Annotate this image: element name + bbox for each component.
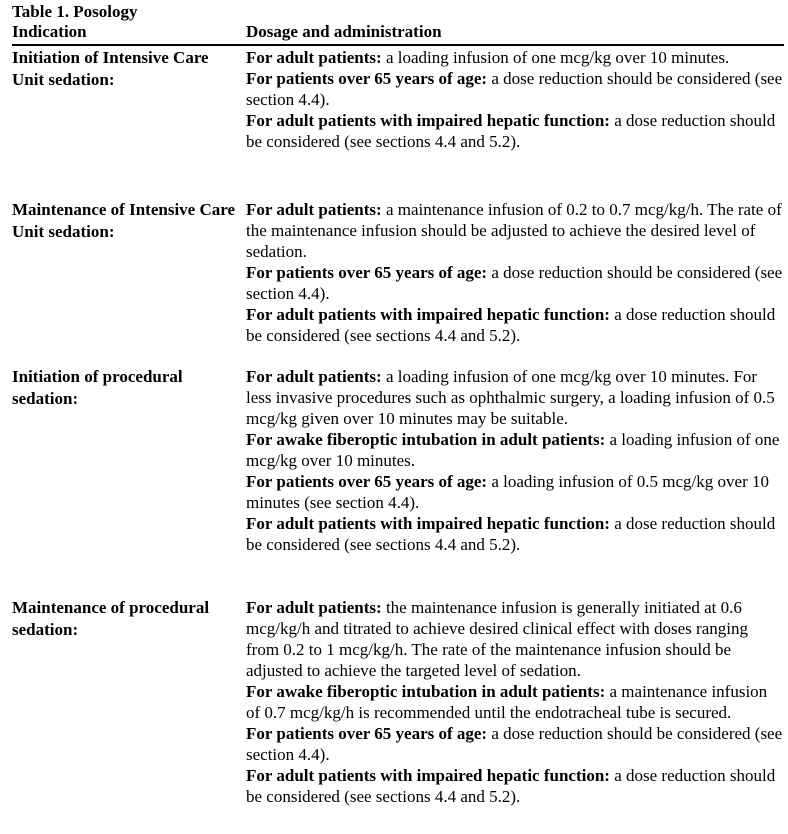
dosage-item-label: For adult patients: <box>246 598 382 617</box>
dosage-item-label: For adult patients with impaired hepatic function: <box>246 305 610 324</box>
dosage-item-text: a dose reduction should be considered (see section 4.4). <box>246 263 783 303</box>
dosage-item-text: a loading infusion of 0.5 mcg/kg over 10 minutes (see section 4.4). <box>246 472 769 512</box>
dosage-item-text: a dose reduction should be considered (see sections 4.4 and 5.2). <box>246 111 776 151</box>
header-rule <box>12 44 784 46</box>
dosage-item <box>246 366 784 429</box>
dosage-item <box>246 47 784 68</box>
dosage-item-text: a dose reduction should be considered (see section 4.4). <box>246 69 783 109</box>
dosage-item-label: For awake fiberoptic intubation in adult patients: <box>246 430 606 449</box>
header-indication: Indication <box>12 22 87 41</box>
dosage-item-text: a loading infusion of one mcg/kg over 10 minutes. For less invasive procedures such as ophthalmic surgery, a loading infusion of 0.5 mcg/kg given over 10 minutes may be suitable. <box>246 367 775 428</box>
indication-cell: Initiation of procedural sedation: <box>12 367 183 408</box>
dosage-item <box>246 262 784 304</box>
dosage-item-text: a dose reduction should be considered (see section 4.4). <box>246 724 783 764</box>
dosage-item-label: For patients over 65 years of age: <box>246 263 488 282</box>
dosage-item <box>246 597 784 681</box>
dosage-item-label: For patients over 65 years of age: <box>246 69 488 88</box>
dosage-item-label: For adult patients: <box>246 48 382 67</box>
dosage-item <box>246 110 784 152</box>
dosage-item-label: For patients over 65 years of age: <box>246 472 488 491</box>
dosage-item-text: a maintenance infusion of 0.7 mcg/kg/h is recommended until the endotracheal tube is secured. <box>246 682 768 722</box>
dosage-cell <box>246 366 784 555</box>
dosage-item-label: For awake fiberoptic intubation in adult patients: <box>246 682 606 701</box>
dosage-item <box>246 429 784 471</box>
header-dosage: Dosage and administration <box>246 22 442 41</box>
dosage-item <box>246 199 784 262</box>
dosage-item <box>246 304 784 346</box>
dosage-cell <box>246 47 784 152</box>
dosage-item <box>246 471 784 513</box>
dosage-item-text: a maintenance infusion of 0.2 to 0.7 mcg/kg/h. The rate of the maintenance infusion should be adjusted to achieve the desired level of sedation. <box>246 200 782 261</box>
indication-cell: Maintenance of procedural sedation: <box>12 598 210 639</box>
table-header <box>12 22 784 44</box>
table-caption: Table 1. Posology <box>12 2 138 21</box>
dosage-cell <box>246 597 784 807</box>
dosage-item-label: For adult patients with impaired hepatic function: <box>246 766 610 785</box>
dosage-item-text: a dose reduction should be considered (see sections 4.4 and 5.2). <box>246 514 776 554</box>
dosage-item-text: the maintenance infusion is generally initiated at 0.6 mcg/kg/h and titrated to achieve desired clinical effect with doses ranging from 0.2 to 1 mcg/kg/h. The rate of the maintenance infusion should be adjusted to achieve the targeted level of sedation. <box>246 598 748 680</box>
dosage-item-label: For patients over 65 years of age: <box>246 724 488 743</box>
posology-table <box>12 2 784 806</box>
dosage-item <box>246 681 784 723</box>
dosage-cell <box>246 199 784 346</box>
dosage-item-label: For adult patients: <box>246 367 382 386</box>
indication-cell: Initiation of Intensive Care Unit sedation: <box>12 48 209 89</box>
dosage-item-label: For adult patients with impaired hepatic function: <box>246 514 610 533</box>
dosage-item-text: a loading infusion of one mcg/kg over 10 minutes. <box>246 430 780 470</box>
dosage-item <box>246 68 784 110</box>
dosage-item-text: a loading infusion of one mcg/kg over 10 minutes. <box>381 48 730 67</box>
dosage-item-text: a dose reduction should be considered (see sections 4.4 and 5.2). <box>246 766 776 806</box>
dosage-item-label: For adult patients: <box>246 200 382 219</box>
dosage-item-text: a dose reduction should be considered (see sections 4.4 and 5.2). <box>246 305 776 345</box>
indication-cell: Maintenance of Intensive Care Unit sedation: <box>12 200 236 241</box>
dosage-item-label: For adult patients with impaired hepatic function: <box>246 111 610 130</box>
dosage-item <box>246 513 784 555</box>
dosage-item <box>246 765 784 807</box>
dosage-item <box>246 723 784 765</box>
